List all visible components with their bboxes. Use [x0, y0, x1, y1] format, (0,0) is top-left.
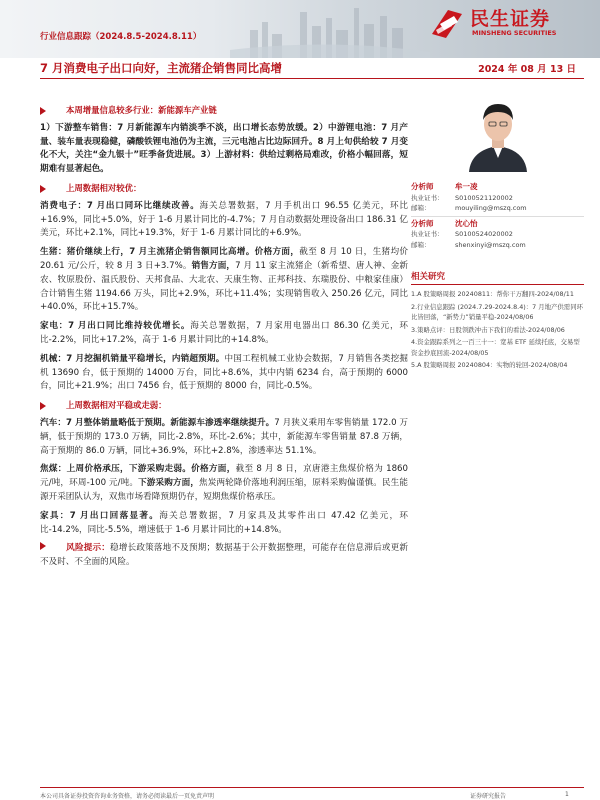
related-item[interactable]: 4.资金跟踪系列之一百三十一：宽基 ETF 延续托底，交易型资金抄底回流-2024/08/05	[411, 338, 580, 357]
risk-warning: 风险提示：稳增长政策落地不及预期；数据基于公开数据整理，可能存在信息滞后或更新不及时、不全面的风险。	[40, 543, 408, 568]
report-title: 7 月消费电子出口向好，主流猪企销售同比高增	[40, 61, 283, 75]
paragraph-appliances: 家电：7 月出口同比维持较优增长。海关总署数据，7 月家用电器出口 86.30 亿美元，环比-2.2%，同比+17.2%，高于 1-6 月累计同比的+14.8%。	[40, 321, 408, 345]
minsheng-logo	[428, 4, 584, 42]
related-item[interactable]: 1.A 股策略周报 20240811：帮你干万翻四-2024/08/11	[411, 290, 574, 298]
analyst-photo	[463, 92, 533, 172]
paragraph-auto: 汽车：7 月整体销量略低于预期。新能源车渗透率继续提升。7 月狭义乘用车零售销量 172.0 万辆，低于预期的 173.0 万辆，同比-2.8%，环比-2.6%；其中，新能源车零售销量 87.8 万辆，高于预期的 86.0 万辆，同比+36.9%，环比+2.8%，渗透率达 51.1%。	[40, 417, 408, 456]
analyst-row: 分析师 沈心怡	[411, 218, 478, 228]
paragraph-hog: 生猪：猪价继续上行，7 月主流猪企销售额同比高增。价格方面，截至 8 月 10 日，生猪均价 20.61 元/公斤，较 8 月 3 日+3.7%。销售方面，7 月 11 家主流猪企（新希望、唐人神、金新农、牧原股份、温氏股份、天邦食品、大北农、天康生物、正邦科技、东瑞股份、中粮家佳康）合计销售生猪 1194.66 万头，同比+2.9%，环比+11.4%；实现销售收入 250.26 亿元，同比+40.0%，环比+15.7%。	[40, 247, 408, 313]
related-research-list	[411, 289, 584, 371]
section1-body: 1）下游整车销售：7 月新能源车内销淡季不淡，出口增长态势放缓。2）中游锂电池：7 月产量、装车量表现稳健，磷酸铁锂电池仍为主流，三元电池占比边际回升。8 月上旬供给较 7 月变化不大，关注“金九银十”旺季备货进展。3）上游材料：供给过剩格局难改，价格小幅回落，短期难有显著起色。	[40, 122, 408, 175]
main-content	[40, 104, 408, 575]
related-item[interactable]: 3.策略点评：日股领跌冲击下我们的看法-2024/08/06	[411, 325, 565, 334]
header-divider	[40, 78, 584, 79]
page-number: 1	[565, 791, 569, 798]
section-heading: 上周数据相对平稳或走弱：	[40, 399, 408, 413]
footer-divider	[40, 787, 584, 788]
arrow-icon	[40, 542, 46, 550]
report-date: 2024 年 08 月 13 日	[478, 64, 576, 75]
related-item[interactable]: 5.A 股策略周报 20240804：实物的轮回-2024/08/04	[411, 361, 568, 369]
analyst-row: 分析师 牟一凌	[411, 182, 478, 191]
analyst-list	[411, 182, 584, 250]
footer-doc-type: 证券研究报告	[470, 793, 507, 800]
section-heading: 本周增量信息较多行业：新能源车产业链	[40, 104, 408, 118]
section-heading: 上周数据相对较优：	[40, 182, 408, 196]
analyst-email: 邮箱： shenxinyi@mszq.com	[411, 240, 526, 249]
arrow-icon	[40, 107, 46, 115]
logo-text-cn: 民生证券	[470, 8, 551, 30]
related-research	[411, 270, 584, 373]
related-research-title: 相关研究	[411, 270, 584, 285]
arrow-icon	[40, 185, 46, 193]
divider	[411, 216, 584, 217]
analyst-cert: 执业证书： S0100521120002	[411, 193, 513, 202]
paragraph-consumer-electronics: 消费电子：7 月出口同环比继续改善。海关总署数据，7 月手机出口 96.55 亿美元，环比+16.9%，同比+5.0%，好于 1-6 月累计同比的-4.7%；7 月自动数据处理设备出口 186.31 亿美元，环比+2.1%，同比+19.3%，好于 1-6 月累计同比的+6.9%。	[40, 200, 408, 239]
arrow-icon	[40, 402, 46, 410]
paragraph-coking-coal: 焦煤：上周价格承压，下游采购走弱。价格方面，截至 8 月 8 日，京唐港主焦煤价格为 1860 元/吨，环周-100 元/吨。下游采购方面，焦炭两轮降价落地利润压缩，原料采购偏谨慎。民生能源开采团队认为，双焦市场看降预期仍存，短期焦煤价格承压。	[40, 464, 408, 502]
related-item[interactable]: 2.行业信息跟踪 (2024.7.29-2024.8.4)：7 月地产供需同环比皆回落，“新势力”销量平稳-2024/08/06	[411, 302, 583, 321]
footer-disclaimer: 本公司具备证券投资咨询业务资格，请务必阅读最后一页免责声明	[40, 793, 215, 800]
report-category: 行业信息跟踪（2024.8.5-2024.8.11）	[40, 32, 202, 42]
analyst-email: 邮箱： mouyiling@mszq.com	[411, 204, 527, 212]
logo-mark-icon	[428, 4, 466, 42]
analyst-cert: 执业证书： S0100524020002	[411, 230, 513, 238]
paragraph-machinery: 机械：7 月挖掘机销量平稳增长，内销超预期。中国工程机械工业协会数据，7 月销售各类挖掘机 13690 台，低于预期的 14000 万台，同比+8.6%，其中内销 6234 台，高于预期的 6000 台，同比+21.9%；出口 7456 台，低于预期的 8000 台，同比-0.5%。	[40, 353, 408, 392]
logo-text-en: MINSHENG SECURITIES	[472, 29, 557, 37]
paragraph-furniture: 家具：7 月出口回落显著。海关总署数据，7 月家具及其零件出口 47.42 亿美元，环比-14.2%，同比-5.5%，增速低于 1-6 月累计同比的+14.8%。	[40, 510, 408, 535]
